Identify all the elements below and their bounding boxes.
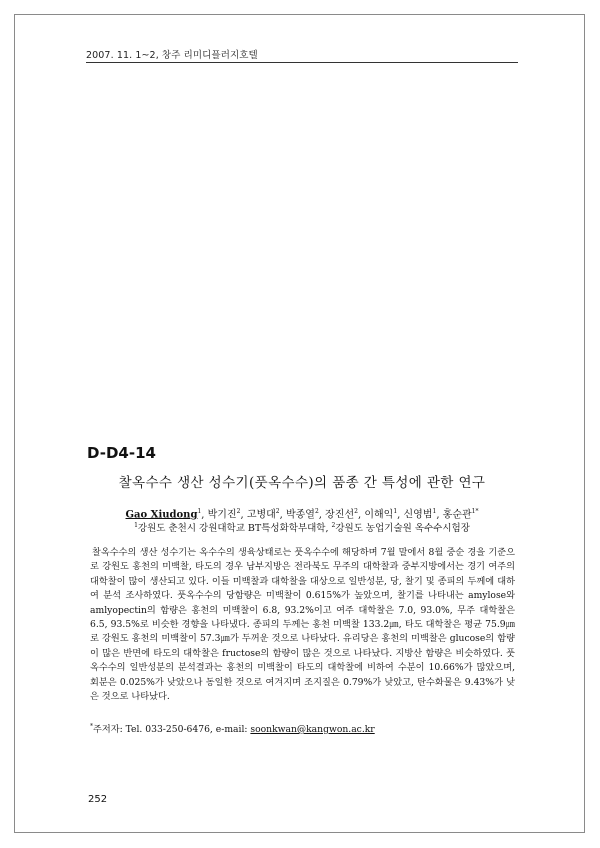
affiliation-1-marker: 1 <box>134 522 138 529</box>
abstract-text: 찰옥수수의 생산 성수기는 옥수수의 생육상태로는 풋옥수수에 해당하며 7월 말에서 8월 중순 경을 기준으로 강원도 홍천의 미백찰, 타도의 경우 남부지방은 전라북도 무주의 대학찰과 중부지방에서는 경기 여주의 대학찰이 많이 생산되고 있다. 이들 미백찰과 대학찰을 대상으로 일반성분, 당, 찰기 및 종피의 두께에 대하여 분석 조사하였다. 풋옥수수의 당함량은 미백찰이 0.615%가 높았으며, 찰기를 나타내는 amylose와 amlyopectin의 함량은 홍천의 미백찰이 6.8, 93.2%이고 여주 대학찰은 7.0, 93.0%, 무주 대학찰은 6.5, 93.5%로 비슷한 경향을 나타냈다. 종피의 두께는 홍천 미백찰 133.2㎛, 타도 대학찰은 평균 75.9㎛로 강원도 홍천의 미백찰이 57.3㎛가 두꺼운 것으로 나타났다. 유리당은 홍천의 미백찰은 glucose의 함량이 많은 반면에 타도의 대학찰은 fructose의 함량이 많은 것으로 나타났다. 지방산 함량은 비슷하였다. 풋옥수수의 일반성분의 분석결과는 홍천의 미백찰이 타도의 대학찰에 비하여 수분이 10.66%가 많았으며, 회분은 0.025%가 낮았으나 동일한 것으로 여겨지며 조지질은 0.79%가 낮았고, 탄수화물은 9.43%가 낮은 것으로 나타났다. <box>90 547 515 703</box>
author-name: 박종열 <box>285 509 315 521</box>
paper-title: 찰옥수수 생산 성수기(풋옥수수)의 품종 간 특성에 관한 연구 <box>118 475 486 491</box>
author-list: Gao Xiudong$^1$, 박기진$^2$, 고병대$^2$, 박종열$^2$, 장진선$^2$, 이해익$^1$, 신영범$^1$, 홍순관$^{1*}$ <box>125 508 479 521</box>
corresponding-author <box>90 720 515 736</box>
author-name: Gao Xiudong <box>125 509 198 521</box>
author-affiliation-marker: 1 <box>432 508 437 515</box>
author-name: 장진선 <box>325 509 355 521</box>
author-name: 신영범 <box>403 509 433 521</box>
affiliation-1: 강원도 춘천시 강원대학교 BT특성화학부대학, <box>137 523 329 535</box>
author-name: 홍순관 <box>442 509 472 521</box>
affiliations <box>86 519 518 535</box>
running-head: 2007. 11. 1~2, 창주 리미디플러지호텔 <box>86 50 258 61</box>
contact-marker: * <box>90 723 93 730</box>
header-rule <box>86 62 518 63</box>
author-affiliation-marker: 2 <box>236 508 241 515</box>
page-number: 252 <box>88 794 108 805</box>
affiliation-2: 강원도 농업기술원 옥수수시험장 <box>335 523 470 535</box>
author-affiliation-marker: 1 <box>197 508 202 515</box>
author-name: 고병대 <box>246 509 276 521</box>
affiliation-2-marker: 2 <box>331 522 336 529</box>
author-affiliation-marker: 2 <box>314 508 319 515</box>
author-affiliation-marker: 2 <box>275 508 280 515</box>
author-affiliation-marker: 2 <box>354 508 358 515</box>
author-name: 이해익 <box>364 509 394 521</box>
paper-code: D-D4-14 <box>87 444 156 462</box>
author-name: 박기진 <box>207 509 237 521</box>
author-affiliation-marker: 1* <box>471 508 479 515</box>
author-affiliation-marker: 1 <box>393 508 398 515</box>
contact-details: 주저자: Tel. 033-250-6476, e-mail: <box>93 724 251 736</box>
contact-email-link[interactable]: soonkwan@kangwon.ac.kr <box>250 724 375 736</box>
page-frame <box>14 14 585 833</box>
